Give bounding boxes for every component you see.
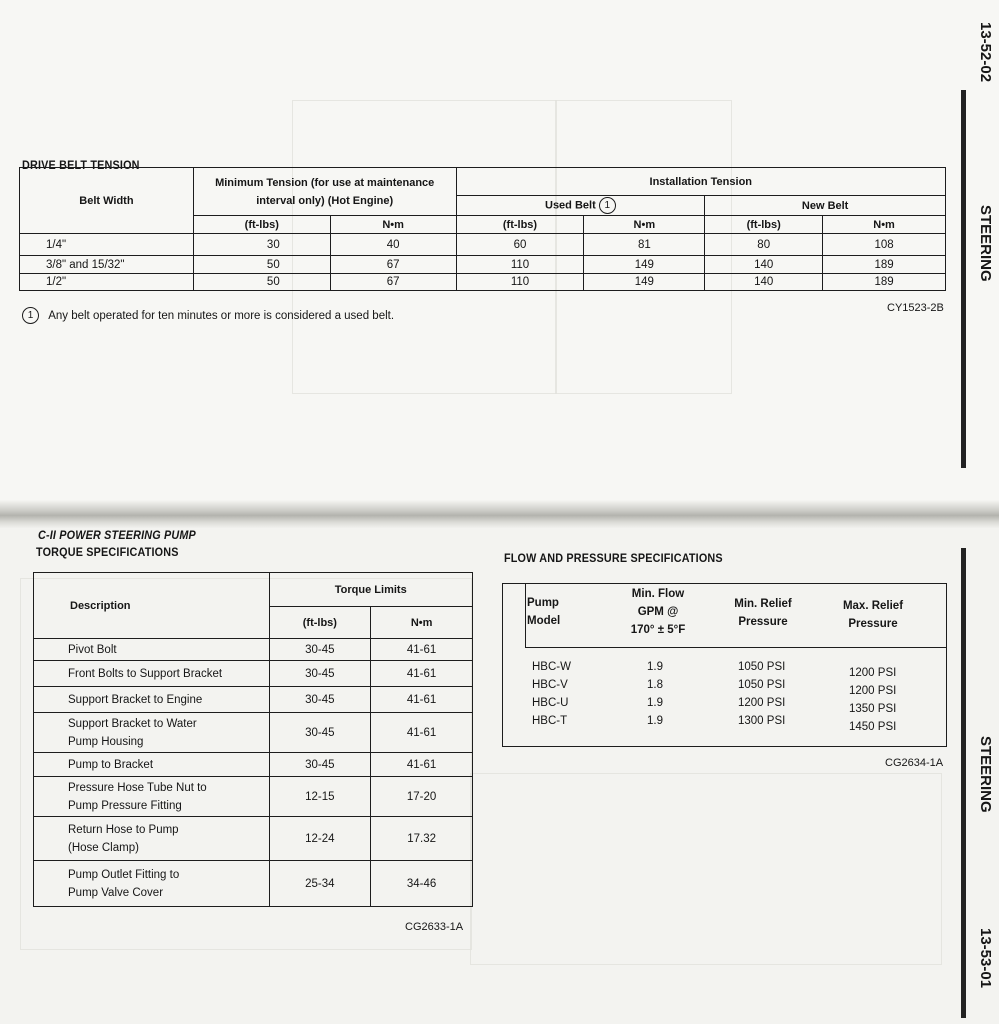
min-ftlbs-header: (ft-lbs) [193, 216, 330, 234]
page-bottom [0, 528, 999, 1024]
value-cell: 25-34 [269, 861, 371, 907]
bottom-section-label: STEERING [977, 736, 994, 813]
drive-belt-table [19, 167, 946, 291]
value-cell: 41-61 [371, 713, 473, 753]
page-top [0, 0, 999, 505]
torque-table [33, 572, 473, 907]
installation-tension-header: Installation Tension [456, 168, 945, 196]
max-relief-cell: 1200 PSI [849, 685, 897, 697]
max-relief-cell: 1350 PSI [849, 703, 897, 715]
description-cell: Pump to Bracket [34, 753, 270, 777]
used-nm-header: N•m [584, 216, 705, 234]
value-cell: 81 [584, 234, 705, 256]
header-line: Min. Relief [734, 598, 792, 610]
value-cell: 50 [193, 274, 330, 291]
top-side-rule [961, 90, 966, 468]
value-cell: 140 [705, 274, 823, 291]
value-cell: 60 [456, 234, 584, 256]
table-row [20, 274, 946, 291]
pump-model-column [532, 658, 571, 730]
value-cell: 149 [584, 274, 705, 291]
description-header: Description [34, 573, 270, 639]
description-line: Pressure Hose Tube Nut to [68, 781, 207, 794]
used-belt-header [456, 196, 705, 216]
header-line: Pump [527, 597, 559, 609]
value-cell: 149 [584, 256, 705, 274]
drive-belt-figure-code: CY1523-2B [887, 302, 944, 314]
value-cell: 189 [823, 256, 946, 274]
min-flow-header [603, 585, 713, 639]
table-row [34, 639, 473, 661]
value-cell: 80 [705, 234, 823, 256]
value-cell: 67 [330, 256, 456, 274]
pump-model-cell: HBC-V [532, 679, 568, 691]
header-line: 170° ± 5°F [630, 624, 686, 636]
belt-width-header: Belt Width [20, 168, 194, 234]
flow-title: FLOW AND PRESSURE SPECIFICATIONS [504, 551, 723, 565]
min-relief-cell: 1300 PSI [738, 715, 786, 727]
min-flow-column [647, 658, 663, 730]
value-cell: 41-61 [371, 753, 473, 777]
description-cell [34, 861, 270, 907]
torque-limits-header: Torque Limits [269, 573, 473, 607]
flow-table [502, 583, 947, 747]
torque-title-line2: TORQUE SPECIFICATIONS [36, 545, 179, 559]
min-relief-header [713, 595, 813, 631]
max-relief-header [823, 597, 923, 633]
pump-model-cell: HBC-U [532, 697, 569, 709]
value-cell: 50 [193, 256, 330, 274]
table-row [20, 234, 946, 256]
table-row [34, 817, 473, 861]
min-flow-cell: 1.8 [647, 679, 663, 691]
min-flow-cell: 1.9 [647, 715, 663, 727]
top-page-number: 13-52-02 [977, 22, 994, 83]
header-line: Min. Flow [631, 588, 685, 600]
flow-figure-code: CG2634-1A [885, 757, 944, 769]
new-nm-header: N•m [823, 216, 946, 234]
table-row [34, 861, 473, 907]
max-relief-cell: 1450 PSI [849, 721, 897, 733]
min-tension-header: Minimum Tension (for use at maintenance interval only) (Hot Engine) [193, 168, 456, 216]
new-ftlbs-header: (ft-lbs) [705, 216, 823, 234]
description-cell [34, 817, 270, 861]
min-flow-cell: 1.9 [647, 661, 663, 673]
table-row [34, 777, 473, 817]
value-cell: 12-24 [269, 817, 371, 861]
table-row [34, 713, 473, 753]
value-cell: 30-45 [269, 753, 371, 777]
table-row [34, 753, 473, 777]
min-relief-cell: 1050 PSI [738, 661, 786, 673]
description-line: (Hose Clamp) [68, 841, 139, 854]
header-line: Model [527, 615, 561, 627]
header-line: GPM @ [637, 606, 679, 618]
value-cell: 110 [456, 256, 584, 274]
header-line: Pressure [738, 616, 788, 628]
table-row [34, 687, 473, 713]
min-flow-cell: 1.9 [647, 697, 663, 709]
value-cell: 30-45 [269, 661, 371, 687]
min-nm-header: N•m [330, 216, 456, 234]
bottom-side-rule [961, 548, 966, 1018]
value-cell: 41-61 [371, 639, 473, 661]
bleed-through-table [470, 773, 942, 965]
description-line: Return Hose to Pump [68, 823, 179, 836]
max-relief-cell: 1200 PSI [849, 667, 897, 679]
description-cell: Front Bolts to Support Bracket [34, 661, 270, 687]
value-cell: 108 [823, 234, 946, 256]
torque-title-line1: C-II POWER STEERING PUMP [38, 528, 196, 542]
value-cell: 34-46 [371, 861, 473, 907]
used-ftlbs-header: (ft-lbs) [456, 216, 584, 234]
table-row [20, 256, 946, 274]
torque-nm-header: N•m [371, 607, 473, 639]
belt-width-cell: 1/4" [20, 234, 194, 256]
footnote-number-icon: 1 [22, 307, 39, 324]
description-cell [34, 777, 270, 817]
min-relief-column [738, 658, 785, 730]
value-cell: 140 [705, 256, 823, 274]
description-cell [34, 713, 270, 753]
description-cell: Support Bracket to Engine [34, 687, 270, 713]
value-cell: 12-15 [269, 777, 371, 817]
value-cell: 30-45 [269, 713, 371, 753]
description-line: Pump Housing [68, 735, 144, 748]
header-line: Max. Relief [842, 600, 904, 612]
footnote-text: Any belt operated for ten minutes or more is considered a used belt. [48, 309, 395, 322]
belt-width-cell: 3/8" and 15/32" [20, 256, 194, 274]
value-cell: 17.32 [371, 817, 473, 861]
used-belt-label: Used Belt [545, 199, 596, 212]
header-line: Pressure [848, 618, 898, 630]
description-line: Pump Outlet Fitting to [68, 868, 180, 881]
new-belt-header: New Belt [705, 196, 946, 216]
drive-belt-title: DRIVE BELT TENSION [22, 158, 140, 172]
page-fold [0, 500, 999, 528]
footnote-ref-icon: 1 [599, 197, 616, 214]
value-cell: 67 [330, 274, 456, 291]
value-cell: 17-20 [371, 777, 473, 817]
belt-width-cell: 1/2" [20, 274, 194, 291]
top-section-label: STEERING [977, 205, 994, 282]
flow-col-rule [525, 584, 526, 647]
max-relief-column [849, 664, 896, 736]
bottom-page-number: 13-53-01 [977, 928, 994, 989]
pump-model-cell: HBC-W [532, 661, 571, 673]
description-line: Pump Valve Cover [68, 886, 164, 899]
pump-model-header [527, 594, 577, 630]
description-line: Pump Pressure Fitting [68, 799, 182, 812]
flow-header-rule [525, 647, 946, 648]
torque-ftlbs-header: (ft-lbs) [269, 607, 371, 639]
torque-figure-code: CG2633-1A [405, 921, 464, 933]
min-relief-cell: 1050 PSI [738, 679, 786, 691]
pump-model-cell: HBC-T [532, 715, 568, 727]
value-cell: 30-45 [269, 639, 371, 661]
value-cell: 41-61 [371, 661, 473, 687]
value-cell: 40 [330, 234, 456, 256]
value-cell: 41-61 [371, 687, 473, 713]
value-cell: 30 [193, 234, 330, 256]
value-cell: 110 [456, 274, 584, 291]
drive-belt-footnote [22, 307, 394, 324]
table-row [34, 661, 473, 687]
min-relief-cell: 1200 PSI [738, 697, 786, 709]
value-cell: 189 [823, 274, 946, 291]
description-cell: Pivot Bolt [34, 639, 270, 661]
description-line: Support Bracket to Water [68, 717, 197, 730]
value-cell: 30-45 [269, 687, 371, 713]
